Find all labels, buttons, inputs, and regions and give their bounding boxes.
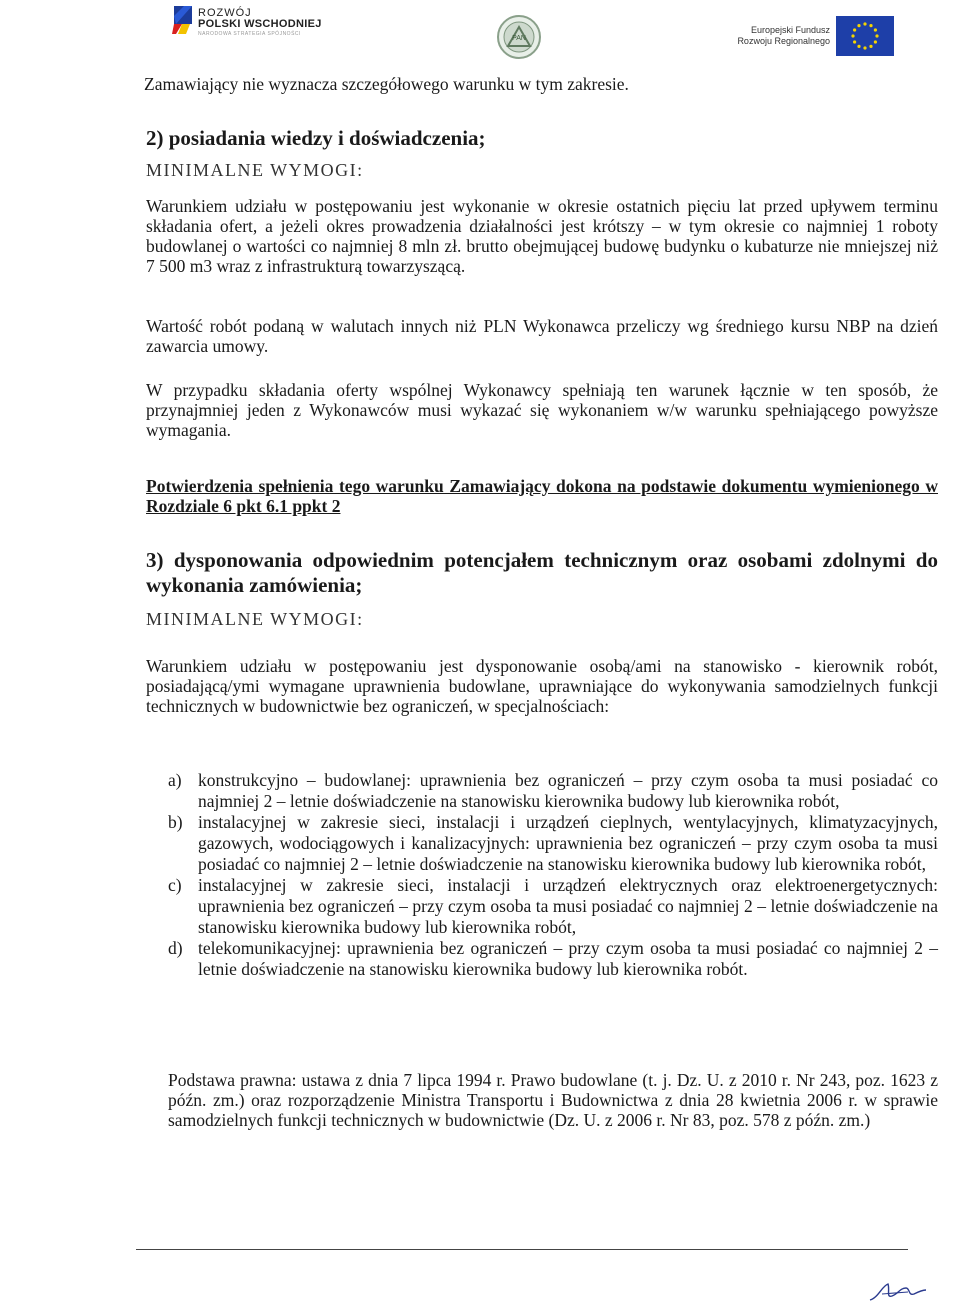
list-item-label: d): [168, 938, 183, 958]
section-2-paragraph-1: Warunkiem udziału w postępowaniu jest wykonanie w okresie ostatnich pięciu lat przed upływem terminu składania ofert, a jeżeli okres prowadzenia działalności jest krótszy – w tym okresie co najmniej 1 roboty budowlanej o wartości co najmniej 8 mln zł. brutto obejmującej budowę budynku o kubaturze nie mniejszej niż 7 500 m3 wraz z infrastrukturą towarzyszącą.: [146, 196, 938, 276]
list-item-label: c): [168, 875, 182, 895]
qualification-list: [168, 770, 938, 980]
pan-emblem-text: PAN: [512, 35, 526, 42]
section-2-minimum-requirements-heading: MINIMALNE WYMOGI:: [146, 160, 364, 180]
list-item-label: b): [168, 812, 183, 832]
eu-fund-logo: [737, 16, 894, 56]
list-item-text: instalacyjnej w zakresie sieci, instalacji i urządzeń elektrycznych oraz elektroenergetycznych: uprawnienia bez ograniczeń – przy czym osoba ta musi posiadać co najmniej 2 – letnie doświadczenie na stanowisku kierownika budowy lub kierownika robót,: [198, 875, 938, 937]
logo-line-2: POLSKI WSCHODNIEJ: [198, 18, 322, 30]
page-header: [0, 0, 960, 70]
program-logo-icon: [170, 4, 194, 42]
section-3-minimum-requirements-heading: MINIMALNE WYMOGI:: [146, 609, 364, 629]
list-item: [168, 812, 938, 875]
handwritten-signature: [868, 1280, 928, 1304]
list-item: [168, 938, 938, 980]
logo-line-1: ROZWÓJ: [198, 7, 252, 19]
fund-line-1: Europejski Fundusz: [750, 25, 830, 36]
fund-line-2: Rozwoju Regionalnego: [737, 36, 830, 46]
list-item: [168, 770, 938, 812]
intro-paragraph: Zamawiający nie wyznacza szczegółowego warunku w tym zakresie.: [144, 74, 629, 94]
list-item-label: a): [168, 770, 182, 790]
list-item-text: konstrukcyjno – budowlanej: uprawnienia bez ograniczeń – przy czym osoba ta musi posiadać co najmniej 2 – letnie doświadczenie na stanowisku kierownika budowy lub kierownika robót,: [198, 770, 938, 811]
section-2-confirmation: Potwierdzenia spełnienia tego warunku Zamawiający dokona na podstawie dokumentu wymienionego w Rozdziale 6 pkt 6.1 ppkt 2: [146, 476, 938, 516]
section-2-heading: 2) posiadania wiedzy i doświadczenia;: [146, 126, 486, 150]
rozwoj-polski-wschodniej-logo: [170, 4, 322, 42]
logo-line-3: NARODOWA STRATEGIA SPÓJNOŚCI: [198, 31, 301, 37]
list-item-text: instalacyjnej w zakresie sieci, instalacji i urządzeń cieplnych, wentylacyjnych, klimatyzacyjnych, gazowych, wodociągowych i kanalizacyjnych: uprawnienia bez ograniczeń – przy czym osoba ta musi posiadać co najmniej 2 – letnie doświadczenie na stanowisku kierownika budowy lub kierownika robót,: [198, 812, 938, 874]
section-2-paragraph-3: W przypadku składania oferty wspólnej Wykonawcy spełniają ten warunek łącznie w ten sposób, że przynajmniej jeden z Wykonawców musi wykazać się wykonaniem w/w warunku spełniającego powyższe wymagania.: [146, 380, 938, 440]
section-2-paragraph-2: Wartość robót podaną w walutach innych niż PLN Wykonawca przeliczy wg średniego kursu NBP na dzień zawarcia umowy.: [146, 316, 938, 356]
footer-divider: [136, 1249, 908, 1250]
pan-emblem-logo: [496, 14, 542, 60]
section-3-paragraph-1: Warunkiem udziału w postępowaniu jest dysponowanie osobą/ami na stanowisko - kierownik robót, posiadającą/ymi wymagane uprawnienia budowlane, uprawniające do wykonywania samodzielnych funkcji technicznych w budownictwie bez ograniczeń, w specjalnościach:: [146, 656, 938, 716]
legal-basis-paragraph: Podstawa prawna: ustawa z dnia 7 lipca 1994 r. Prawo budowlane (t. j. Dz. U. z 2010 r. Nr 243, poz. 1623 z późn. zm.) oraz rozporządzenie Ministra Transportu i Budownictwa z dnia 28 kwietnia 2006 r. w sprawie samodzielnych funkcji technicznych w budownictwie (Dz. U. z 2006 r. Nr 83, poz. 578 z późn. zm.): [168, 1070, 938, 1130]
eu-flag-icon: [836, 16, 894, 56]
section-3-heading: 3) dysponowania odpowiednim potencjałem technicznym oraz osobami zdolnymi do wykonania zamówienia;: [146, 548, 938, 597]
list-item: [168, 875, 938, 938]
list-item-text: telekomunikacyjnej: uprawnienia bez ograniczeń – przy czym osoba ta musi posiadać co najmniej 2 – letnie doświadczenie na stanowisku kierownika budowy lub kierownika robót.: [198, 938, 938, 979]
